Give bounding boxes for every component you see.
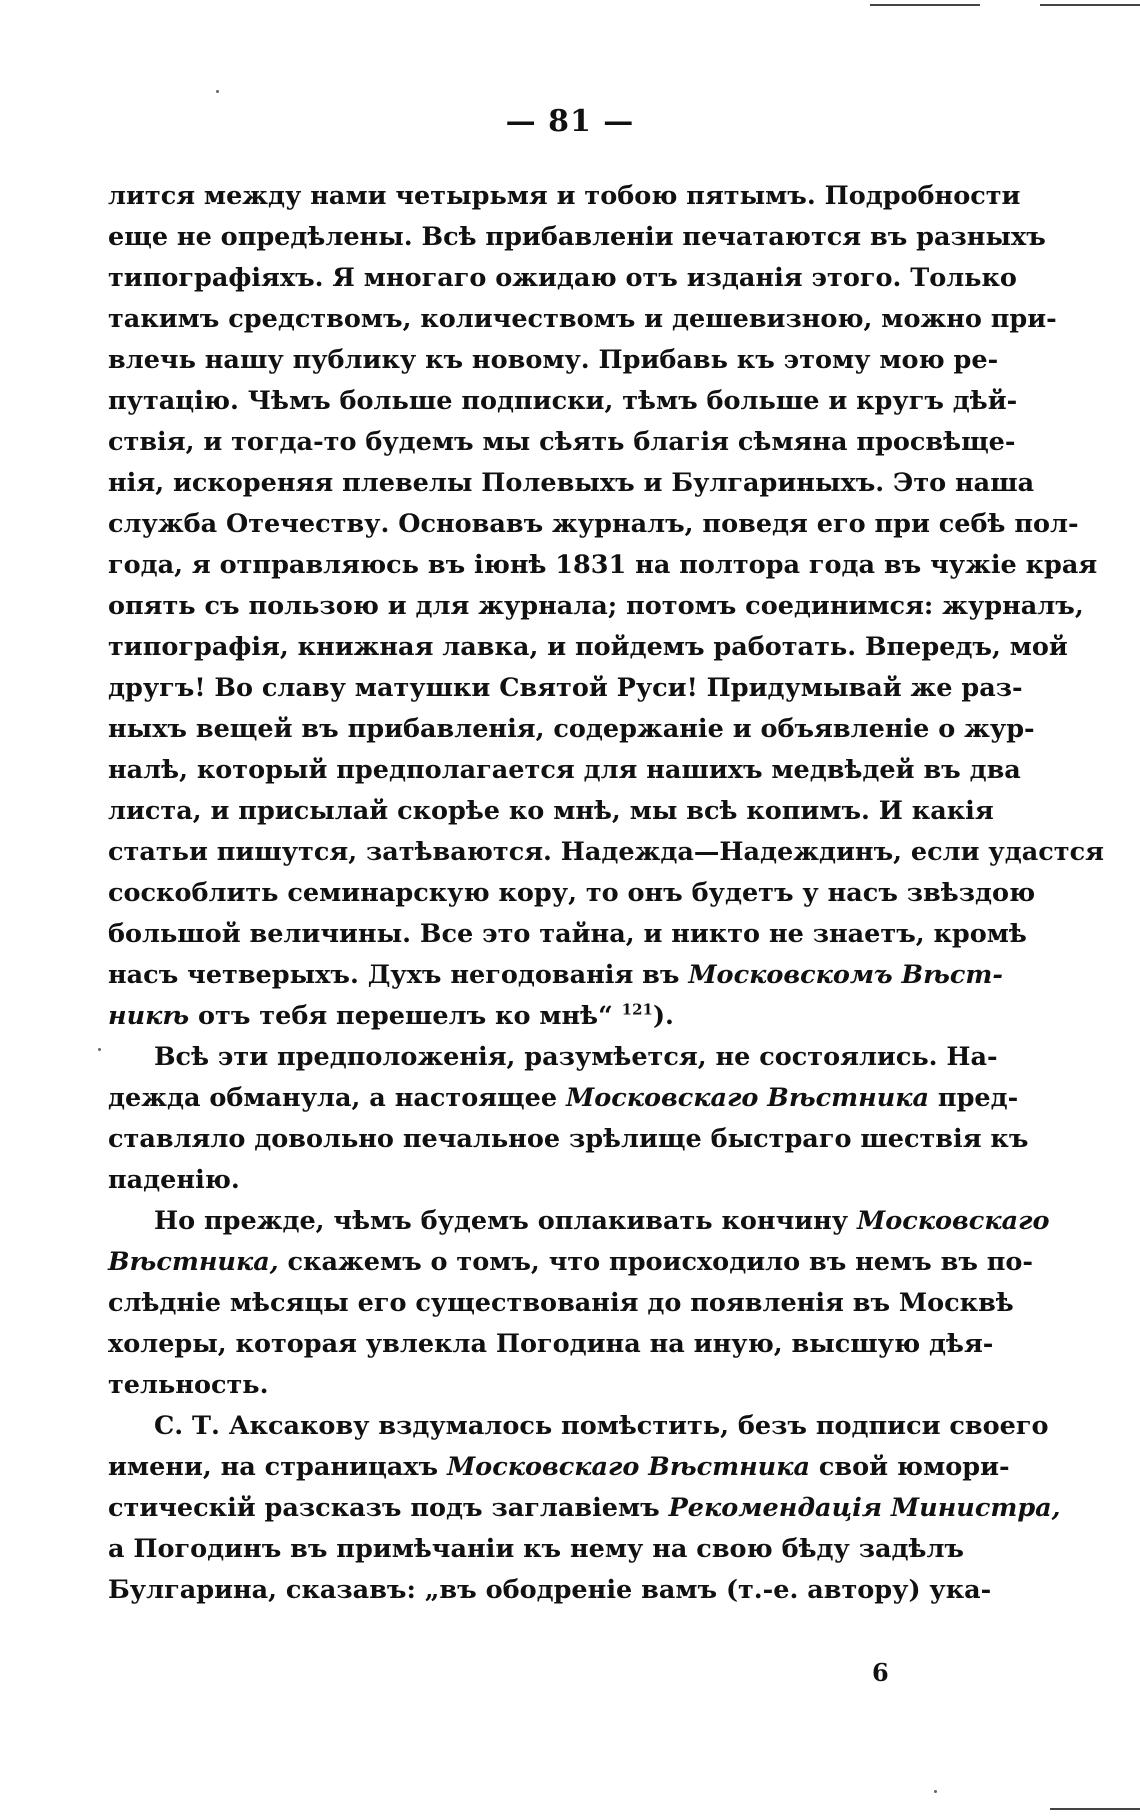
text-segment: большой величины. Все это тайна, и никто не знаетъ, кромѣ [108, 919, 1027, 949]
italic-title: Рекомендація Министра, [668, 1493, 1061, 1523]
text-segment: опять съ пользою и для журнала; потомъ соединимся: журналъ, [108, 591, 1084, 621]
italic-title: никѣ [108, 1001, 190, 1031]
text-line [108, 299, 1057, 340]
text-segment: ). [652, 1001, 674, 1031]
text-segment: тельность. [108, 1370, 269, 1400]
text-segment: а Погодинъ въ примѣчаніи къ нему на свою бѣду задѣлъ [108, 1534, 964, 1564]
text-line [108, 381, 1018, 422]
text-line [108, 1078, 1019, 1119]
text-segment: дежда обманула, а настоящее [108, 1083, 566, 1113]
text-line [108, 1283, 1014, 1324]
scan-edge-rule [1050, 1808, 1140, 1810]
footnote-ref: 121 [621, 1000, 653, 1019]
text-line [108, 1529, 964, 1570]
text-segment: статьи пишутся, затѣваются. Надежда—Надеждинъ, если удастся [108, 837, 1104, 867]
text-segment: ставляло довольно печальное зрѣлище быстраго шествія къ [108, 1124, 1029, 1154]
text-segment: отъ тебя перешелъ ко мнѣ“ [189, 1001, 622, 1031]
text-segment: свой юмори- [810, 1452, 1010, 1482]
text-segment: насъ четверыхъ. Духъ негодованія въ [108, 960, 689, 990]
text-segment: листа, и присылай скорѣе ко мнѣ, мы всѣ копимъ. И какія [108, 796, 994, 826]
text-line [108, 1488, 1061, 1529]
text-segment: налѣ, который предполагается для нашихъ медвѣдей въ два [108, 755, 1021, 785]
text-line [108, 627, 1068, 668]
text-segment: пред- [929, 1083, 1019, 1113]
text-line [108, 1365, 964, 1406]
text-line [108, 504, 1079, 545]
text-line [108, 1406, 1049, 1447]
text-line [108, 1201, 1050, 1242]
text-line [108, 1037, 998, 1078]
text-segment: ствія, и тогда-то будемъ мы сѣять благія сѣмяна просвѣще- [108, 427, 1016, 457]
printer-signature-mark: 6 [872, 1658, 889, 1687]
text-line [108, 176, 1021, 217]
scan-edge-rule [870, 4, 980, 6]
text-segment: холеры, которая увлекла Погодина на иную, высшую дѣя- [108, 1329, 994, 1359]
text-segment: скажемъ о томъ, что происходило въ немъ въ по- [278, 1247, 1034, 1277]
text-line [108, 340, 999, 381]
italic-title: Московскаго Вѣстника [446, 1452, 811, 1482]
text-line [108, 914, 1027, 955]
text-line [108, 996, 964, 1037]
body-text [108, 176, 1104, 1611]
text-segment: слѣдніе мѣсяцы его существованія до появленія въ Москвѣ [108, 1288, 1014, 1318]
scan-edge-rule [1040, 4, 1140, 6]
text-line [108, 955, 1003, 996]
text-segment: служба Отечеству. Основавъ журналъ, поведя его при себѣ пол- [108, 509, 1079, 539]
text-line [108, 750, 1021, 791]
text-segment: такимъ средствомъ, количествомъ и дешевизною, можно при- [108, 304, 1057, 334]
text-line [108, 1447, 1010, 1488]
text-segment: имени, на страницахъ [108, 1452, 447, 1482]
italic-title: Московскаго [857, 1206, 1050, 1236]
text-segment: другъ! Во славу матушки Святой Руси! Придумывай же раз- [108, 673, 1023, 703]
italic-title: Вѣстника, [108, 1247, 279, 1277]
text-line [108, 791, 994, 832]
text-line [108, 873, 1036, 914]
text-line [108, 463, 1035, 504]
text-segment: типографія, книжная лавка, и пойдемъ работать. Впередъ, мой [108, 632, 1068, 662]
text-segment: паденію. [108, 1165, 240, 1195]
text-segment: стическій разсказъ подъ заглавіемъ [108, 1493, 669, 1523]
italic-title: Московскомъ Вѣст- [688, 960, 1003, 990]
scan-speck [216, 90, 219, 93]
text-segment: Булгарина, сказавъ: „въ ободреніе вамъ (т.-е. автору) ука- [108, 1575, 992, 1605]
text-line [108, 832, 1104, 873]
text-line [108, 258, 1017, 299]
text-line [108, 668, 1023, 709]
page-number: — 81 — [505, 104, 635, 139]
text-segment: путацію. Чѣмъ больше подписки, тѣмъ больше и кругъ дѣй- [108, 386, 1018, 416]
text-segment: типографіяхъ. Я многаго ожидаю отъ изданія этого. Только [108, 263, 1017, 293]
text-segment: влечь нашу публику къ новому. Прибавь къ этому мою ре- [108, 345, 999, 375]
text-line [108, 1570, 992, 1611]
text-line [108, 217, 1046, 258]
text-line [108, 1119, 1029, 1160]
text-segment: Но прежде, чѣмъ будемъ оплакивать кончину [154, 1206, 858, 1236]
text-segment: ныхъ вещей въ прибавленія, содержаніе и объявленіе о жур- [108, 714, 1035, 744]
text-segment: нія, искореняя плевелы Полевыхъ и Булгариныхъ. Это наша [108, 468, 1035, 498]
text-segment: года, я отправляюсь въ іюнѣ 1831 на полтора года въ чужіе края [108, 550, 1098, 580]
text-segment: соскоблить семинарскую кору, то онъ будетъ у насъ звѣздою [108, 878, 1036, 908]
text-line [108, 422, 1016, 463]
scan-speck [98, 1048, 101, 1051]
text-segment: Всѣ эти предположенія, разумѣется, не состоялись. На- [154, 1042, 998, 1072]
text-line [108, 1242, 1034, 1283]
text-segment: лится между нами четырьмя и тобою пятымъ. Подробности [108, 181, 1021, 211]
text-segment: еще не опредѣлены. Всѣ прибавленіи печатаются въ разныхъ [108, 222, 1046, 252]
text-line [108, 1160, 964, 1201]
text-line [108, 1324, 994, 1365]
text-segment: С. Т. Аксакову вздумалось помѣстить, безъ подписи своего [154, 1411, 1049, 1441]
text-line [108, 586, 1084, 627]
text-line [108, 709, 1035, 750]
italic-title: Московскаго Вѣстника [565, 1083, 930, 1113]
text-line [108, 545, 1098, 586]
scan-speck [934, 1790, 937, 1793]
